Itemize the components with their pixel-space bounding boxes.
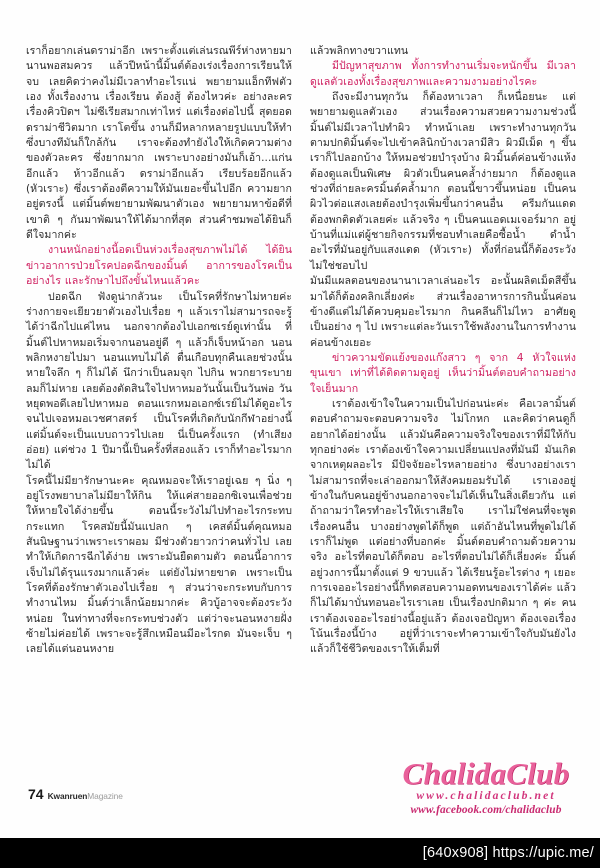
- watermark-website: www.chalidaclub.net: [416, 789, 556, 802]
- paragraph: ปอดฉีก ฟังดูน่ากลัวนะ เป็นโรคที่รักษาไม่หายค่ะ ร่างกายจะเยียวยาตัวเองไปเรื่อย ๆ แล้วเราไม่สามารถจะรู้ได้ว่าฉีกไปแค่ไหน นอกจากต้องไปเอกซเรย์ดูเท่านั้น ที่มิ้นต์ไปหาหมอเริ่มจากนอนอยู่ดี ๆ แล้วก็เจ็บหน้าอก นอนพลิกหงายไปมา นอนแทบไม่ได้ ตื่นเกือบทุกคืนเลยช่วงนั้น หายใจลึก ๆ ก็ไม่ได้ นึกว่าเป็นลมจุก ไปกิน พวกยาระบายลมก็ไม่หาย เลยต้องตัดสินใจไปหาหมอวันนั้นเป็นวันพ่อ วันหยุดพอดีเลยไปหาหมอ ตอนแรกหมอเอกซ์เรย์ไม่ได้ดูอะไร จนไปเจอหมอเวชศาสตร์ เป็นโรคที่เกิดกับนักกีฬาอย่างนี้ แต่มิ้นต์จะเป็นแบบถาวรไปเลย นี่เป็นครั้งแรก (ทำเสียงอ่อย) แต่ช่วง 1 ปีมานี้เป็นครั้งที่สองแล้ว เราก็ทำอะไรมากไม่ได้: [26, 290, 292, 472]
- image-host-bar: [0, 838, 600, 868]
- magazine-name-bold: Kwanruen: [47, 791, 88, 801]
- image-host-label: [640x908] https://upic.me/: [422, 845, 594, 861]
- page-number: 74: [28, 786, 44, 802]
- interview-question: มีปัญหาสุขภาพ ทั้งการทำงานเริ่มจะหนักขึ้น มีเวลาดูแลตัวเองทั้งเรื่องสุขภาพและความงามอย่างไรคะ: [310, 60, 576, 88]
- paragraph: มันมีแผลตอนของนานาเวลาเล่นอะไร อะนั้นผลิตเม็ดสีขึ้นมาได้ก็ต้องคลิกเลี่ยงค่ะ ส่วนเรื่องอาหารการกินนั้นค่อนข้างดีแต่ไม่ได้ควบคุมอะไรมาก กินคลีนก็ไม่ไหว อาศัยดูเป็นอย่าง ๆ ไป เพราะแต่ละวันเราใช้พลังงานในการทำงานค่อนข้างเยอะ: [310, 275, 576, 349]
- watermark-facebook: www.facebook.com/chalidaclub: [410, 803, 562, 816]
- interview-question: งานหนักอย่างนี้อดเป็นห่วงเรื่องสุขภาพไม่ได้ ได้ยินข่าวอาการป่วยโรคปอดฉีกของมิ้นต์ อาการของโรคเป็นอย่างไร และรักษาไปถึงขั้นไหนแล้วคะ: [26, 244, 292, 288]
- magazine-name: [48, 791, 123, 801]
- page-footer: [28, 786, 123, 802]
- paragraph: เราก็อยากเล่นดราม่าอีก เพราะตั้งแต่เล่นรณพีร์ห่างหายมานานพอสมควร แล้วปีหน้านี้มิ้นต์ต้องเร่งเรื่องการเรียนให้จบ เลยคิดว่าคงไม่มีเวลาทำอะไรแน่ พยายามแอ็กทีฟตัวเอง ทั้งเรื่องงาน เรื่องเรียน ต้องสู้ ต้องไหวค่ะ อย่างละคร เรื่องคิวปิดฯ ไม่ซีเรียสมากเท่าไหร่ แต่เรื่องต่อไปนี้ สุดยอดดราม่าชีวิตมาก เราโตขึ้น งานก็มีหลากหลายรูปแบบให้ทำ ซึ่งบางทีมันก็ใกล้กัน เราจะต้องทำยังไงให้เกิดความต่างของตัวละคร ซึ่งยากมาก เพราะบางอย่างมันก็เอ้า...แก่นอีกแล้ว ห้าวอีกแล้ว ดราม่าอีกแล้ว เรียบร้อยอีกแล้ว (หัวเราะ) ซึ่งเราต้องตีความให้มันเยอะขึ้นไปอีก ความยากอยู่ตรงนี้ แต่มิ้นต์พยายามพัฒนาตัวเอง พยายามหาข้อดีที่เขาติ ๆ กันมาพัฒนาให้ได้มากที่สุด ส่วนคำชมพอได้ยินก็ดีใจมากค่ะ: [26, 45, 292, 242]
- paragraph: เราต้องเข้าใจในความเป็นไปก่อนน่ะค่ะ คือเวลามิ้นต์ตอบคำถามจะตอบความจริง ไม่โกหก และคิดว่าคนดูก็อยากได้อย่างนั้น แล้วมันคือความจริงใจของเราที่มีให้กับทุกอย่างค่ะ เราต้องเข้าใจความเปลี่ยนแปลงที่มันมี มันเกิดจากเหตุผลอะไร มีปัจจัยอะไรหลายอย่าง ซึ่งบางอย่างเราไม่สามารถที่จะเล่าออกมาให้สังคมยอมรับได้ เราเองอยู่ข้างในกับคนอยู่ข้างนอกอาจจะไม่ได้เห็นในสิ่งเดียวกัน แต่ถ้าถามว่าใครทำอะไรให้เราเสียใจ เราไม่ใช่คนที่จะพูดเรื่องคนอื่น บางอย่างพูดได้ก็พูด แต่ถ้าอันไหนที่พูดไม่ได้เราก็ไม่พูด แต่อย่างที่บอกค่ะ มิ้นต์ตอบคำถามด้วยความจริง อะไรที่ตอบได้ก็ตอบ อะไรที่ตอบไม่ได้ก็เลี่ยงค่ะ มิ้นต์อยู่วงการนี้มาตั้งแต่ 9 ขวบแล้ว ได้เรียนรู้อะไรต่าง ๆ เยอะ การเจออะไรอย่างนี้ก็ทดสอบความอดทนของเราได้ค่ะ แล้วก็ไม่ได้มาบั่นทอนอะไรเราเลย เป็นเรื่องปกติมาก ๆ ค่ะ คนเราต้องเจออะไรอย่างนี้อยู่แล้ว ต้องเจอปัญหา ต้องเจอเรื่องโน้นเรื่องนี้บ้าง อยู่ที่ว่าเราจะทำความเข้าใจกับมันยังไง แล้วก็ใช้ชีวิตของเราให้เต็มที่: [310, 397, 576, 656]
- paragraph: แล้วพลิกทางขวาแทน: [310, 45, 409, 57]
- article-columns: [26, 44, 576, 786]
- right-column: [310, 44, 576, 786]
- magazine-name-light: Magazine: [87, 791, 123, 801]
- paragraph: ถึงจะมีงานทุกวัน ก็ต้องหาเวลา ก็เหนื่อยนะ แต่พยายามดูแลตัวเอง ส่วนเรื่องความสวยความงามช่วงนี้มิ้นต์ไม่มีเวลาไปทำผิว ทำหน้าเลย เพราะทำงานทุกวัน ตามปกติมิ้นต์จะไปเข้าคลินิกบ้างเวลามีสิว ผิวมีเม็ด ๆ ขึ้นเราก็ไปลอกบ้าง ให้หมอช่วยบำรุงบ้าง ผิวมิ้นต์ค่อนข้างแห้งต้องดูแลเป็นพิเศษ ผิวตัวเป็นคนคล้ำง่ายมาก ก็ต้องดูแล ช่วงที่ถ่ายละครมิ้นต์คล้ำมาก ตอนนี้ขาวขึ้นหน่อย เป็นคนผิวไวต่อแสงเลยต้องบำรุงเพิ่มขึ้นกว่าคนอื่น ครีมกันแดดต้องพกติดตัวเลยค่ะ แล้วจริง ๆ เป็นคนแอดเมเจอร์มาก อยู่บ้านที่แม่แต่ผู้ชายกิจกรรมที่ชอบทำเลยคือซื้อน้ำ ดำน้ำ อะไรที่มันอยู่กับแสงแดด (หัวเราะ) ทั้งที่ก่อนนี้ก็ต้องระวัง ไม่ใช่ชอบไป: [310, 91, 576, 272]
- interview-question: ข่าวความขัดแย้งของแก๊งสาว ๆ จาก 4 หัวใจแห่งขุนเขา เท่าที่ได้ติดตามดูอยู่ เห็นว่ามิ้นต์ตอบคำถามอย่างใจเย็นมาก: [310, 351, 576, 395]
- left-column: [26, 44, 292, 786]
- paragraph: โรคนี้ไม่มียารักษานะคะ คุณหมอจะให้เราอยู่เฉย ๆ นิ่ง ๆ อยู่โรงพยาบาลไม่มียาให้กิน ให้แค่สายออกซิเจนเพื่อช่วยให้หายใจได้ง่ายขึ้น ตอนนี้ระวังไม่ไปทำอะไรกระทบกระแทก โรคสมัยนี้มันแปลก ๆ เคสต์มิ้นต์คุณหมอสันนิษฐานว่าเพราะเราผอม มีช่วงตัวยาวกว่าคนทั่วไป เลยทำให้เกิดการฉีกได้ง่าย เพราะมันยืดตามตัว ตอนนี้อาการเจ็บไม่ได้รุนแรงมากแล้วค่ะ แต่ยังไม่หายขาด เพราะเป็นโรคที่ต้องรักษาตัวเองไปเรื่อย ๆ ส่วนว่าจะกระทบกับการทำงานไหม มิ้นต์ว่าเล็กน้อยมากค่ะ คิวบู้อาจจะต้องระวังหน่อย ในท่าทางที่จะกระทบช่วงตัว แต่ว่าจะนอนหงายฝั่งซ้ายไม่ค่อยได้ เพราะจะรู้สึกเหมือนมีอะไรกด มันจะเจ็บ ๆ เลยได้แต่นอนหงาย: [26, 474, 292, 656]
- watermark-title: ChalidaClub: [402, 756, 570, 791]
- chalidaclub-watermark: [386, 758, 586, 816]
